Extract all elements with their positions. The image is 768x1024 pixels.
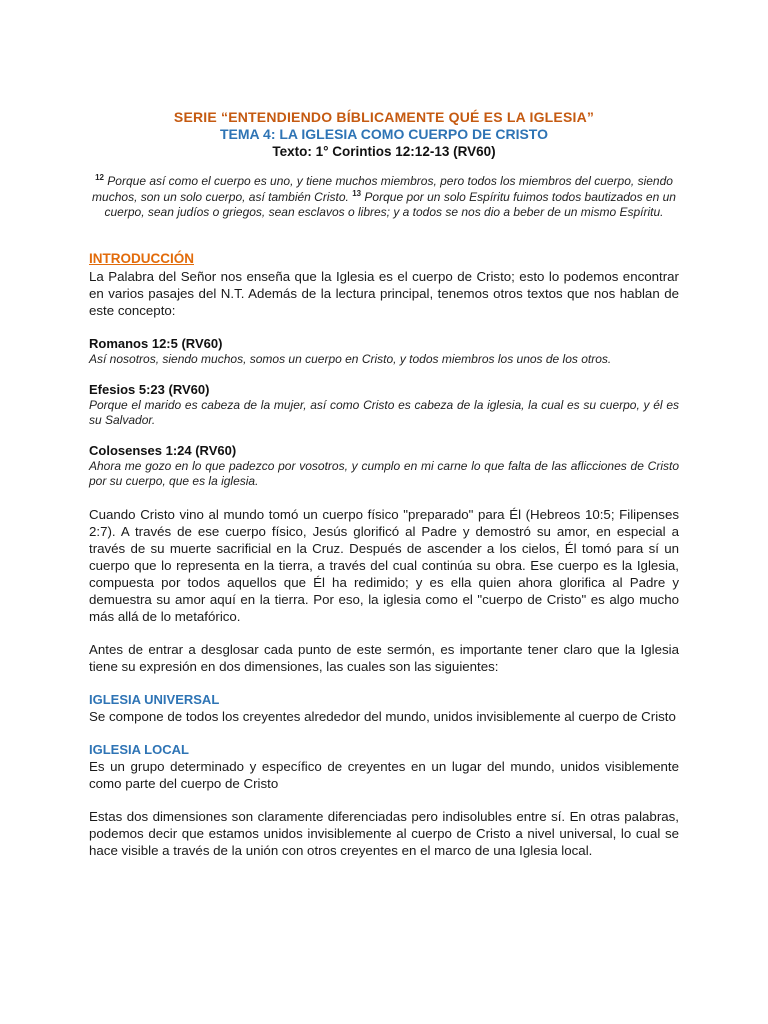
body-paragraph-1: Cuando Cristo vino al mundo tomó un cuerpo físico "preparado" para Él (Hebreos 10:5; Filipenses 2:7). A través de ese cuerpo físico, Jesús glorificó al Padre y demostró su amor, en especial a través de su muerte sacrificial en la Cruz. Después de ascender a los cielos, Él tomó para sí un cuerpo que lo representa en la tierra, a través del cual continúa su obra. Ese cuerpo es la Iglesia, compuesta por todos aquellos que Él ha redimido; y es ella quien ahora glorifica al Padre y demuestra su amor aquí en la tierra. Por eso, la iglesia como el "cuerpo de Cristo" es algo mucho más allá de lo metafórico. bbox=[89, 506, 679, 624]
introduction-paragraph: La Palabra del Señor nos enseña que la Iglesia es el cuerpo de Cristo; esto lo podemos encontrar en varios pasajes del N.T. Además de la lectura principal, tenemos otros textos que nos hablan de este concepto: bbox=[89, 269, 679, 318]
main-verse bbox=[89, 174, 679, 221]
introduction-heading: INTRODUCCIÓN bbox=[89, 251, 194, 266]
reference-title-romanos: Romanos 12:5 (RV60) bbox=[89, 336, 223, 351]
local-church-heading: IGLESIA LOCAL bbox=[89, 741, 189, 757]
reference-text-colosenses: Ahora me gozo en lo que padezco por vosotros, y cumplo en mi carne lo que falta de las aflicciones de Cristo por su cuerpo, que es la iglesia. bbox=[89, 458, 679, 488]
reference-text-romanos: Así nosotros, siendo muchos, somos un cuerpo en Cristo, y todos miembros los unos de los otros. bbox=[89, 352, 612, 366]
text-reference: Texto: 1° Corintios 12:12-13 (RV60) bbox=[272, 144, 496, 159]
universal-church-text: Se compone de todos los creyentes alrededor del mundo, unidos invisiblemente al cuerpo de Cristo bbox=[89, 708, 676, 724]
reference-title-colosenses: Colosenses 1:24 (RV60) bbox=[89, 442, 237, 458]
local-church-text: Es un grupo determinado y específico de creyentes en un lugar del mundo, unidos visiblemente como parte del cuerpo de Cristo bbox=[89, 758, 679, 791]
reference-title-efesios: Efesios 5:23 (RV60) bbox=[89, 381, 210, 397]
sermon-body bbox=[89, 250, 679, 859]
series-title: SERIE “ENTENDIENDO BÍBLICAMENTE QUÉ ES LA IGLESIA” bbox=[173, 109, 595, 125]
verse-number-13: 13 bbox=[352, 188, 362, 198]
verse-13-text: Porque por un solo Espíritu fuimos todos bautizados en un cuerpo, sean judíos o griegos, sean esclavos o libres; y a todos se nos dio a beber de un mismo Espíritu. bbox=[104, 189, 676, 219]
body-paragraph-3: Estas dos dimensiones son claramente diferenciadas pero indisolubles entre sí. En otras palabras, podemos decir que estamos unidos invisiblemente al cuerpo de Cristo a nivel universal, lo cual se hace visible a través de la unión con otros creyentes en el marco de una Iglesia local. bbox=[89, 808, 679, 858]
universal-church-heading: IGLESIA UNIVERSAL bbox=[89, 691, 220, 707]
body-paragraph-2: Antes de entrar a desglosar cada punto de este sermón, es importante tener claro que la Iglesia tiene su expresión en dos dimensiones, las cuales son las siguientes: bbox=[89, 641, 679, 674]
verse-number-12: 12 bbox=[95, 173, 104, 182]
reference-text-efesios: Porque el marido es cabeza de la mujer, así como Cristo es cabeza de la iglesia, la cual es su cuerpo, y él es su Salvador. bbox=[89, 397, 679, 427]
verse-12-text: Porque así como el cuerpo es uno, y tiene muchos miembros, pero todos los miembros del cuerpo, siendo muchos, son un solo cuerpo, así también Cristo. bbox=[92, 174, 673, 204]
topic-title: TEMA 4: LA IGLESIA COMO CUERPO DE CRISTO bbox=[220, 126, 548, 142]
